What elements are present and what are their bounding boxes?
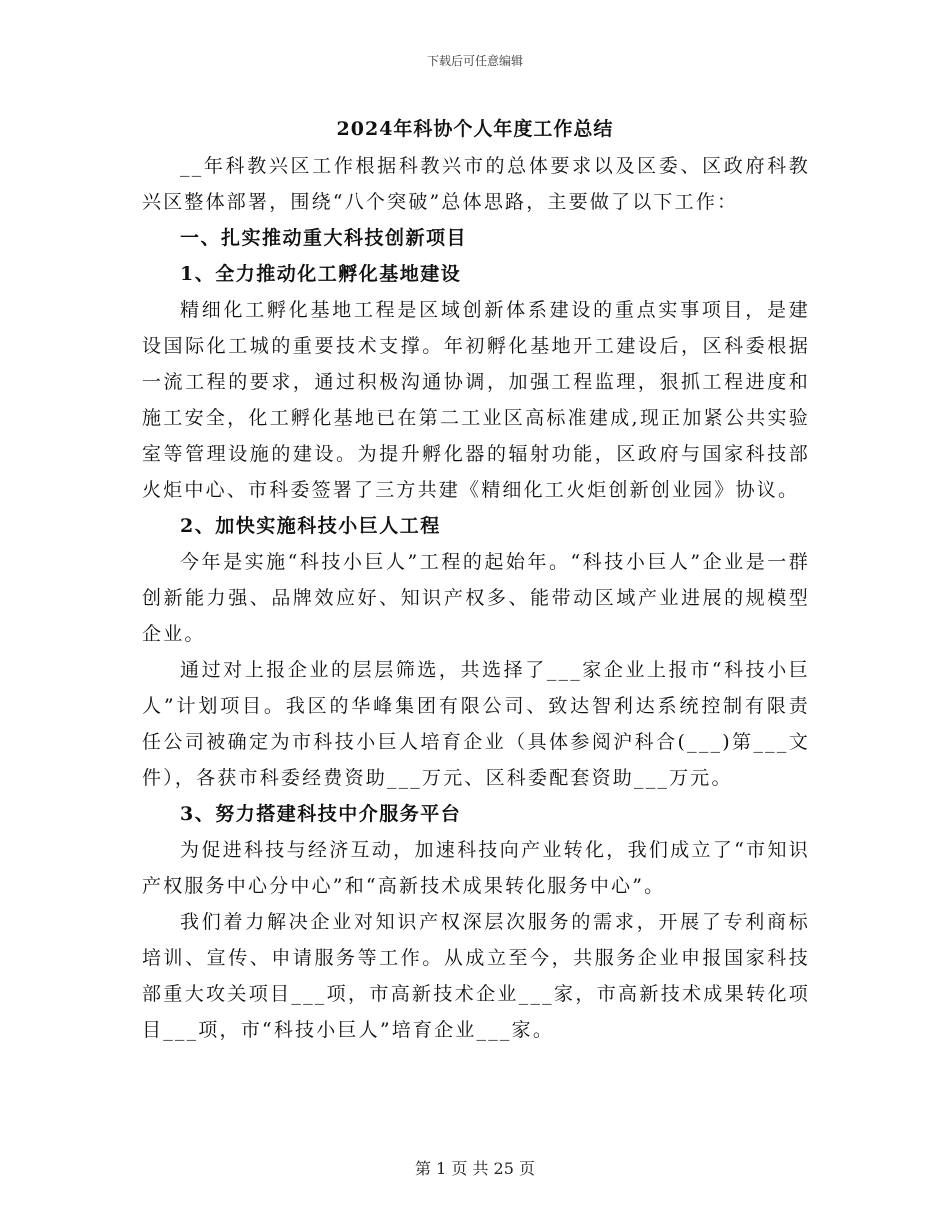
document-body xyxy=(142,148,810,1048)
incubator-paragraph: 精细化工孵化基地工程是区域创新体系建设的重点实事项目，是建设国际化工城的重要技术支撑。年初孵化基地开工建设后，区科委根据一流工程的要求，通过积极沟通协调，加强工程监理，狠抓工程进度和施工安全，化工孵化基地已在第二工业区高标准建成,现正加紧公共实验室等管理设施的建设。为提升孵化器的辐射功能，区政府与国家科技部火炬中心、市科委签署了三方共建《精细化工火炬创新创业园》协议。 xyxy=(142,299,810,501)
subsection-heading-3: 3、努力搭建科技中介服务平台 xyxy=(180,803,462,825)
small-giant-paragraph: 今年是实施“科技小巨人”工程的起始年。“科技小巨人”企业是一群创新能力强、品牌效应好、知识产权多、能带动区域产业进展的规模型企业。 xyxy=(142,551,810,645)
subsection-heading-2: 2、加快实施科技小巨人工程 xyxy=(180,515,441,537)
intro-paragraph: __年科教兴区工作根据科教兴市的总体要求以及区委、区政府科教兴区整体部署，围绕“八个突破”总体思路，主要做了以下工作： xyxy=(142,155,810,213)
page-footer: 第 1 页 共 25 页 xyxy=(415,1159,535,1178)
header-note: 下载后可任意编辑 xyxy=(426,54,523,68)
document-title: 2024年科协个人年度工作总结 xyxy=(336,118,614,140)
subsection-heading-1: 1、全力推动化工孵化基地建设 xyxy=(180,263,462,285)
service-center-paragraph: 为促进科技与经济互动，加速科技向产业转化，我们成立了“市知识产权服务中心分中心”和“高新技术成果转化服务中心”。 xyxy=(142,839,810,897)
ip-service-paragraph: 我们着力解决企业对知识产权深层次服务的需求，开展了专利商标培训、宣传、申请服务等工作。从成立至今，共服务企业申报国家科技部重大攻关项目___项，市高新技术企业___家，市高新技术成果转化项目___项，市“科技小巨人”培育企业___家。 xyxy=(142,911,810,1041)
section-heading-1: 一、扎实推动重大科技创新项目 xyxy=(180,227,468,249)
selection-paragraph: 通过对上报企业的层层筛选，共选择了___家企业上报市“科技小巨人”计划项目。我区的华峰集团有限公司、致达智利达系统控制有限责任公司被确定为市科技小巨人培育企业（具体参阅沪科合(___)第___文件），各获市科委经费资助___万元、区科委配套资助___万元。 xyxy=(142,659,810,789)
